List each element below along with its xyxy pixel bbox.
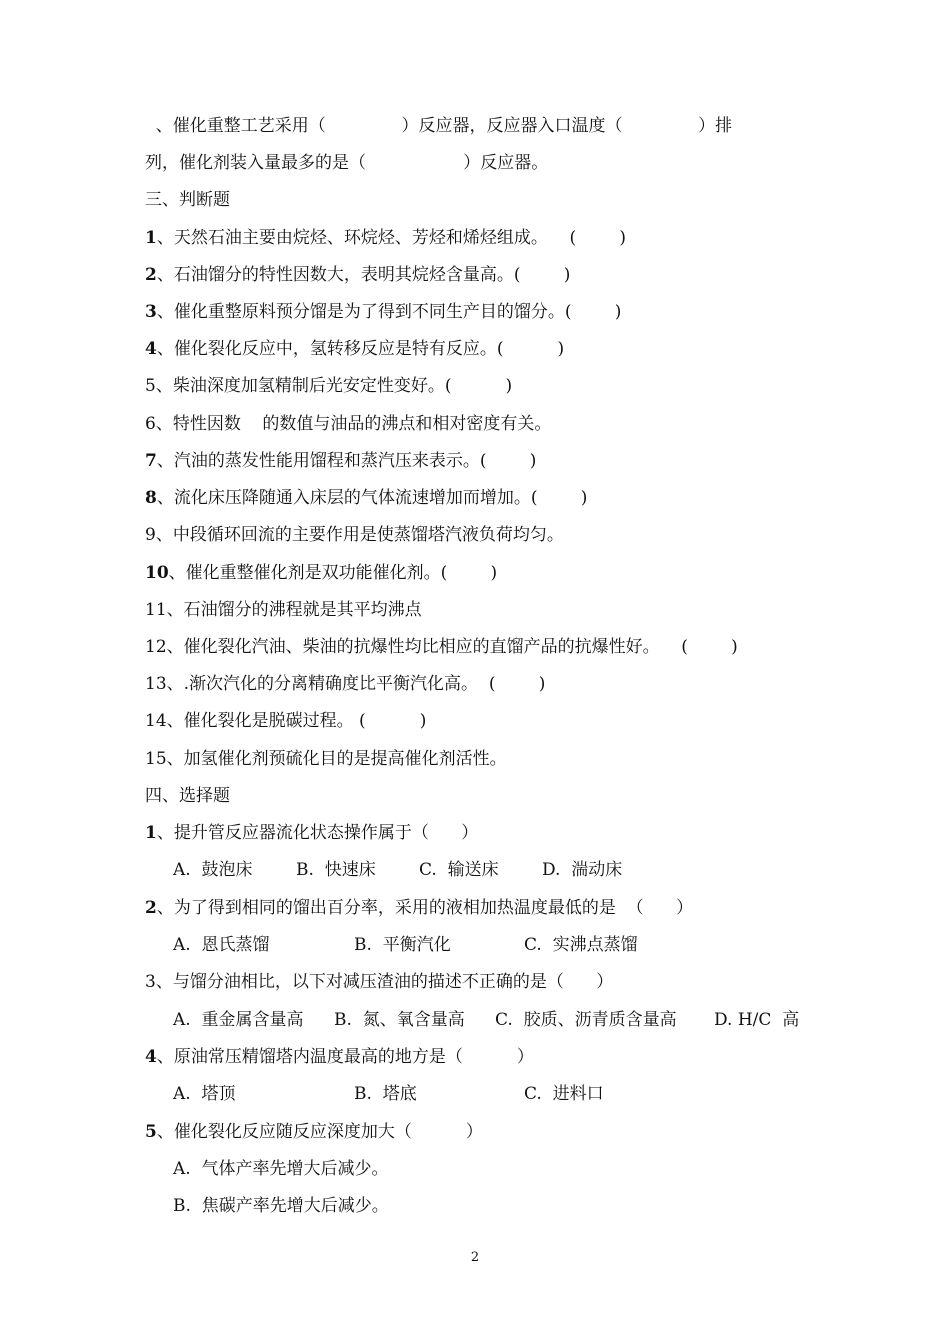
q2-option-a: A. 恩氏蒸馏 [173, 935, 270, 955]
question-text: 、提升管反应器流化状态操作属于（ ） [156, 823, 479, 843]
item-number: 8 [145, 488, 157, 508]
judgment-item-2 [145, 263, 570, 287]
judgment-item-3 [145, 300, 621, 324]
fill-in-line-1: 、催化重整工艺采用（ ）反应器，反应器入口温度（ ）排 [145, 116, 733, 136]
choice-question-4 [145, 1045, 534, 1069]
item-text: 、汽油的蒸发性能用馏程和蒸汽压来表示。( ) [156, 451, 537, 471]
q5-option-a: A. 气体产率先增大后减少。 [173, 1159, 389, 1179]
section-3-title: 三、判断题 [145, 190, 230, 210]
item-number: 4 [145, 339, 157, 359]
item-text: 11、石油馏分的沸程就是其平均沸点 [145, 600, 422, 620]
q2-option-b: B. 平衡汽化 [354, 935, 451, 955]
section-4-title: 四、选择题 [145, 786, 230, 806]
item-number: 10 [145, 563, 169, 583]
q3-option-c: C. 胶质、沥青质含量高 [495, 1010, 677, 1030]
q1-option-a: A. 鼓泡床 [173, 860, 253, 880]
judgment-item-7 [145, 449, 536, 473]
item-text: 、流化床压降随通入床层的气体流速增加而增加。( ) [156, 488, 588, 508]
item-text: 5、柴油深度加氢精制后光安定性变好。( ) [145, 376, 513, 396]
question-text: 3、与馏分油相比，以下对减压渣油的描述不正确的是（ ） [145, 972, 614, 992]
item-text: 12、催化裂化汽油、柴油的抗爆性均比相应的直馏产品的抗爆性好。 ( ) [145, 637, 738, 657]
q1-option-d: D. 湍动床 [542, 860, 623, 880]
item-text: 15、加氢催化剂预硫化目的是提高催化剂活性。 [145, 749, 507, 769]
judgment-item-1 [145, 226, 626, 250]
item-text: 9、中段循环回流的主要作用是使蒸馏塔汽液负荷均匀。 [145, 525, 564, 545]
item-number: 2 [145, 265, 157, 285]
item-text: 、天然石油主要由烷烃、环烷烃、芳烃和烯烃组成。 ( ) [156, 228, 626, 248]
q1-option-c: C. 输送床 [419, 860, 499, 880]
item-text: 、催化重整原料预分馏是为了得到不同生产目的馏分。( ) [156, 302, 622, 322]
question-text: 、为了得到相同的馏出百分率，采用的液相加热温度最低的是 （ ） [156, 898, 694, 918]
question-text: 、催化裂化反应随反应深度加大（ ） [156, 1122, 483, 1142]
choice-question-3 [145, 970, 613, 994]
item-text: 13、.渐次汽化的分离精确度比平衡汽化高。 ( ) [145, 674, 546, 694]
item-text: 14、催化裂化是脱碳过程。 ( ) [145, 711, 427, 731]
q4-option-b: B. 塔底 [354, 1084, 417, 1104]
choice-question-2 [145, 896, 693, 920]
judgment-item-9 [145, 523, 564, 547]
q2-option-c: C. 实沸点蒸馏 [524, 935, 638, 955]
judgment-item-8 [145, 486, 587, 510]
q4-option-a: A. 塔顶 [173, 1084, 236, 1104]
judgment-item-4 [145, 337, 564, 361]
judgment-item-6 [145, 412, 551, 436]
question-text: 、原油常压精馏塔内温度最高的地方是（ ） [156, 1047, 534, 1067]
choice-question-5 [145, 1120, 483, 1144]
q1-option-b: B. 快速床 [296, 860, 376, 880]
item-text: 、石油馏分的特性因数大，表明其烷烃含量高。( ) [156, 265, 571, 285]
item-number: 7 [145, 451, 157, 471]
item-text: 6、特性因数 的数值与油品的沸点和相对密度有关。 [145, 414, 552, 434]
q3-option-d: D. H/C 高 [714, 1010, 800, 1030]
q5-option-b: B. 焦碳产率先增大后减少。 [173, 1196, 389, 1216]
judgment-item-10 [145, 561, 497, 585]
question-number: 5 [145, 1122, 157, 1142]
item-text: 、催化裂化反应中，氢转移反应是特有反应。( ) [156, 339, 565, 359]
item-number: 3 [145, 302, 157, 322]
question-number: 4 [145, 1047, 157, 1067]
judgment-item-14 [145, 709, 426, 733]
q3-option-a: A. 重金属含量高 [173, 1010, 304, 1030]
page-number: 2 [470, 1250, 480, 1265]
question-number: 2 [145, 898, 157, 918]
item-number: 1 [145, 228, 157, 248]
judgment-item-11 [145, 598, 422, 622]
judgment-item-12 [145, 635, 738, 659]
q3-option-b: B. 氮、氧含量高 [334, 1010, 465, 1030]
judgment-item-13 [145, 672, 545, 696]
question-number: 1 [145, 823, 157, 843]
choice-question-1 [145, 821, 478, 845]
q4-option-c: C. 进料口 [524, 1084, 604, 1104]
item-text: 、催化重整催化剂是双功能催化剂。( ) [168, 563, 498, 583]
fill-in-line-2: 列，催化剂装入量最多的是（ ）反应器。 [145, 153, 549, 173]
judgment-item-5 [145, 374, 512, 398]
judgment-item-15 [145, 747, 507, 771]
